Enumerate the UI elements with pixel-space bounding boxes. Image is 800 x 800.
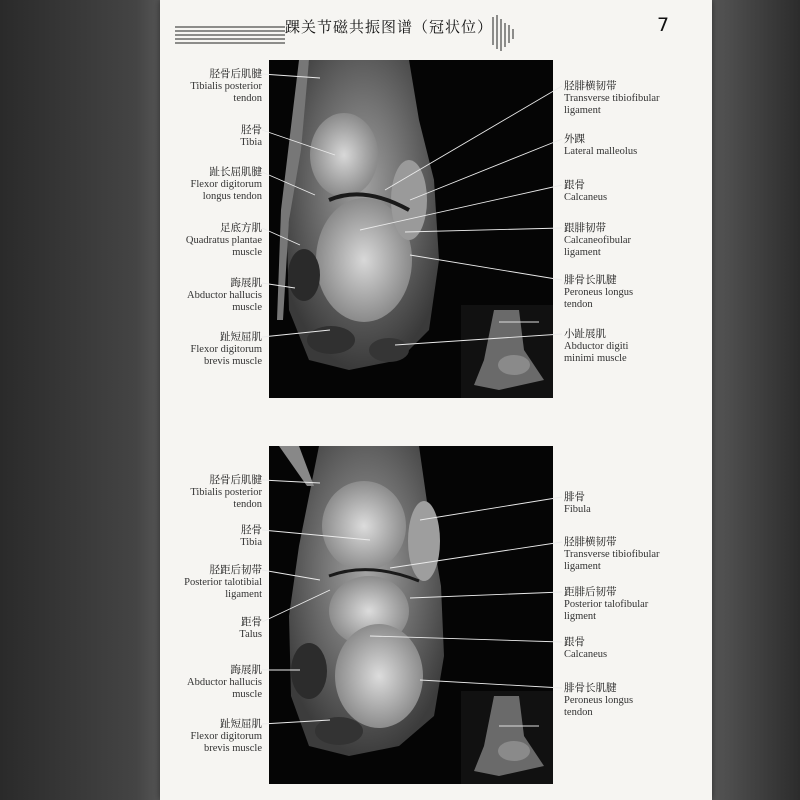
label-peroneus-longus-tendon-2: 腓骨长肌腱 Peroneus longus tendon [564, 682, 634, 718]
label-transverse-tibiofibular-ligament: 胫腓横韧带 Transverse tibiofibular ligament [564, 80, 660, 116]
label-posterior-talotibial-ligament: 胫距后韧带 Posterior talotibial ligament [184, 564, 262, 600]
label-abductor-hallucis-muscle-2: 踇展肌 Abductor hallucis muscle [187, 664, 262, 700]
label-quadratus-plantae-muscle: 足底方肌 Quadratus plantae muscle [185, 222, 262, 258]
label-tibia: 胫骨 Tibia [240, 124, 262, 148]
label-calcaneus: 跟骨 Calcaneus [564, 179, 608, 203]
label-fibula: 腓骨 Fibula [564, 491, 591, 515]
label-lateral-malleolus: 外踝 Lateral malleolus [564, 133, 638, 157]
label-tibialis-posterior-tendon: 胫骨后肌腱 Tibialis posterior tendon [190, 68, 262, 104]
label-abductor-hallucis-muscle: 踇展肌 Abductor hallucis muscle [187, 277, 262, 313]
page-title: 踝关节磁共振图谱（冠状位） [285, 18, 494, 36]
label-flexor-digitorum-brevis-muscle-2: 趾短屈肌 Flexor digitorum brevis muscle [190, 718, 262, 754]
label-flexor-digitorum-longus-tendon: 趾长屈肌腱 Flexor digitorum longus tendon [190, 166, 262, 202]
label-abductor-digiti-minimi-muscle: 小趾展肌 Abductor digiti minimi muscle [564, 328, 629, 364]
label-transverse-tibiofibular-ligament-2: 胫腓横韧带 Transverse tibiofibular ligament [564, 536, 660, 572]
label-posterior-talofibular-ligament: 距腓后韧带 Posterior talofibular ligment [564, 586, 649, 622]
label-tibialis-posterior-tendon-2: 胫骨后肌腱 Tibialis posterior tendon [190, 474, 262, 510]
label-flexor-digitorum-brevis-muscle: 趾短屈肌 Flexor digitorum brevis muscle [190, 331, 262, 367]
label-peroneus-longus-tendon: 腓骨长肌腱 Peroneus longus tendon [564, 274, 634, 310]
mri-image-1 [269, 60, 553, 398]
label-talus: 距骨 Talus [239, 616, 262, 640]
book-gutter-left [0, 0, 160, 800]
page-number: 7 [657, 14, 670, 36]
book-edge-right [712, 0, 800, 800]
label-calcaneus-2: 跟骨 Calcaneus [564, 636, 608, 660]
label-tibia-2: 胫骨 Tibia [240, 524, 262, 548]
mri-image-2 [269, 446, 553, 784]
label-calcaneofibular-ligament: 跟腓韧带 Calcaneofibular ligament [564, 222, 632, 258]
